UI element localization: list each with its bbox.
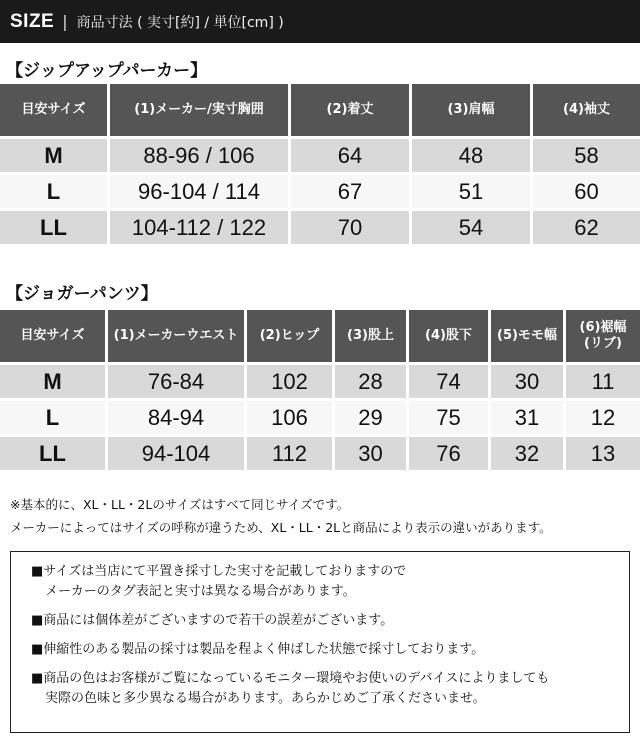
table-cell: LL: [0, 437, 105, 470]
table-cell: 76: [406, 437, 488, 470]
table-row: [0, 175, 640, 208]
table-row: [0, 139, 640, 172]
table-cell: 13: [563, 437, 640, 470]
info-line: ■サイズは当店にて平置き採寸した実寸を記載しておりますので: [31, 564, 407, 579]
table-cell: 70: [288, 211, 409, 244]
column-header: 目安サイズ: [0, 84, 107, 136]
pants-size-table: [0, 310, 640, 470]
table-cell: 74: [406, 365, 488, 398]
table-cell: 31: [488, 401, 563, 434]
column-header: (5)モモ幅: [488, 310, 563, 362]
table-cell: 106: [244, 401, 332, 434]
table-cell: 112: [244, 437, 332, 470]
table-cell: 11: [563, 365, 640, 398]
pants-title: 【ジョガーパンツ】: [6, 284, 158, 304]
note-line: メーカーによってはサイズの呼称が違うため、XL・LL・2Lと商品により表示の違いがあります。: [10, 520, 552, 535]
table-cell: 51: [409, 175, 530, 208]
table-cell: 58: [530, 139, 640, 172]
table-cell: 54: [409, 211, 530, 244]
table-cell: 75: [406, 401, 488, 434]
table-cell: 28: [332, 365, 406, 398]
table-cell: 48: [409, 139, 530, 172]
table-row: [0, 401, 640, 434]
note-line: ※基本的に、XL・LL・2Lのサイズはすべて同じサイズです。: [10, 497, 350, 512]
table-cell: 29: [332, 401, 406, 434]
table-cell: M: [0, 139, 107, 172]
column-header: (1)メーカー/実寸胸囲: [107, 84, 288, 136]
table-row: [0, 437, 640, 470]
table-cell: 94-104: [105, 437, 244, 470]
table-cell: 12: [563, 401, 640, 434]
table-header-row: [0, 310, 640, 362]
size-notes: [10, 493, 552, 539]
measurement-info-box: [10, 551, 630, 733]
table-cell: 32: [488, 437, 563, 470]
table-cell: 88-96 / 106: [107, 139, 288, 172]
size-label: SIZE: [10, 10, 55, 32]
column-header: (3)肩幅: [409, 84, 530, 136]
parka-size-table: [0, 84, 640, 244]
column-header: (2)着丈: [288, 84, 409, 136]
table-cell: 64: [288, 139, 409, 172]
column-header: (4)袖丈: [530, 84, 640, 136]
info-line: ■商品には個体差がございますので若干の誤差がございます。: [31, 613, 394, 628]
table-cell: M: [0, 365, 105, 398]
table-cell: 102: [244, 365, 332, 398]
table-cell: 30: [332, 437, 406, 470]
table-cell: L: [0, 175, 107, 208]
table-cell: 84-94: [105, 401, 244, 434]
table-header-row: [0, 84, 640, 136]
column-header: (3)股上: [332, 310, 406, 362]
table-cell: LL: [0, 211, 107, 244]
table-cell: 62: [530, 211, 640, 244]
header-bar: [0, 0, 640, 43]
table-cell: 96-104 / 114: [107, 175, 288, 208]
column-header-line: (リブ): [584, 336, 622, 351]
table-cell: 76-84: [105, 365, 244, 398]
column-header-line: (6)裾幅: [579, 319, 627, 335]
column-header: 目安サイズ: [0, 310, 105, 362]
column-header: (2)ヒップ: [244, 310, 332, 362]
column-header: (1)メーカーウエスト: [105, 310, 244, 362]
table-row: [0, 365, 640, 398]
header-subtitle: 商品寸法 ( 実寸[約] / 単位[cm] ): [76, 14, 284, 31]
table-cell: 104-112 / 122: [107, 211, 288, 244]
column-header: (4)股下: [406, 310, 488, 362]
table-cell: 60: [530, 175, 640, 208]
info-line: 実際の色味と多少異なる場合があります。あらかじめご了承くださいませ。: [45, 691, 486, 706]
parka-title: 【ジップアップパーカー】: [6, 61, 208, 81]
header-separator: |: [62, 12, 68, 31]
table-cell: 67: [288, 175, 409, 208]
info-line: メーカーのタグ表記と実寸は異なる場合があります。: [45, 584, 356, 599]
table-cell: 30: [488, 365, 563, 398]
table-row: [0, 211, 640, 244]
info-line: ■伸縮性のある製品の採寸は製品を程よく伸ばした状態で採寸しております。: [31, 642, 485, 657]
table-cell: L: [0, 401, 105, 434]
column-header: [563, 310, 640, 362]
info-line: ■商品の色はお客様がご覧になっているモニター環境やお使いのデバイスによりましても: [31, 671, 550, 686]
